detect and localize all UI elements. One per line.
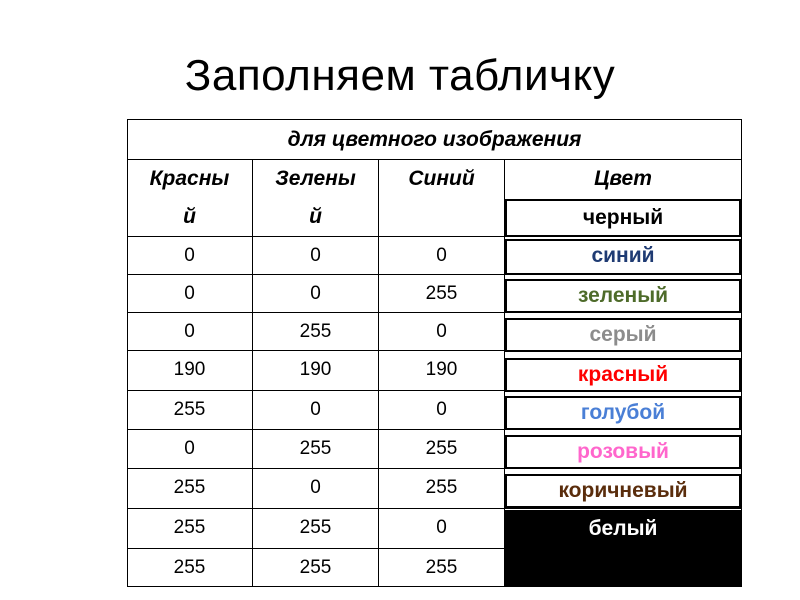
cell-red: 0 [184,283,195,304]
cell-green: 0 [310,399,321,420]
cell-red: 255 [173,557,206,578]
cell-red: 255 [173,477,206,498]
header-green [253,160,378,236]
cell-green: 190 [299,359,332,380]
header-green-line-1: Зелены [275,167,356,190]
cell-green: 0 [310,477,321,498]
cell-blue: 0 [436,245,447,266]
color-label: серый [505,318,741,352]
header-red [127,160,252,236]
cell-blue: 255 [425,557,458,578]
cell-green: 0 [310,245,321,266]
color-label: красный [505,358,741,392]
cell-green: 255 [299,321,332,342]
cell-green: 255 [299,438,332,459]
cell-red: 255 [173,399,206,420]
color-label: зеленый [505,279,741,313]
cell-blue: 255 [425,477,458,498]
color-label: белый [505,510,741,550]
cell-blue: 0 [436,399,447,420]
color-label: розовый [505,435,741,469]
cell-red: 255 [173,517,206,538]
cell-green: 255 [299,557,332,578]
cell-blue: 255 [425,438,458,459]
color-label: коричневый [505,474,741,508]
color-cell-fill [505,549,741,587]
slide-title: Заполняем табличку [184,51,616,100]
cell-red: 0 [184,245,195,266]
color-label: черный [505,199,741,237]
cell-red: 0 [184,438,195,459]
cell-blue: 0 [436,517,447,538]
table-caption: для цветного изображения [287,128,582,151]
header-red-line-1: Красны [149,167,230,190]
color-label: синий [505,239,741,275]
header-blue: Синий [408,167,475,190]
cell-blue: 0 [436,321,447,342]
cell-red: 190 [173,359,206,380]
cell-blue: 255 [425,283,458,304]
cell-green: 0 [310,283,321,304]
color-label: голубой [505,396,741,430]
cell-blue: 190 [425,359,458,380]
cell-red: 0 [184,321,195,342]
header-green-line-2: й [309,205,322,228]
header-red-line-2: й [183,205,196,228]
header-color: Цвет [594,167,652,190]
cell-green: 255 [299,517,332,538]
